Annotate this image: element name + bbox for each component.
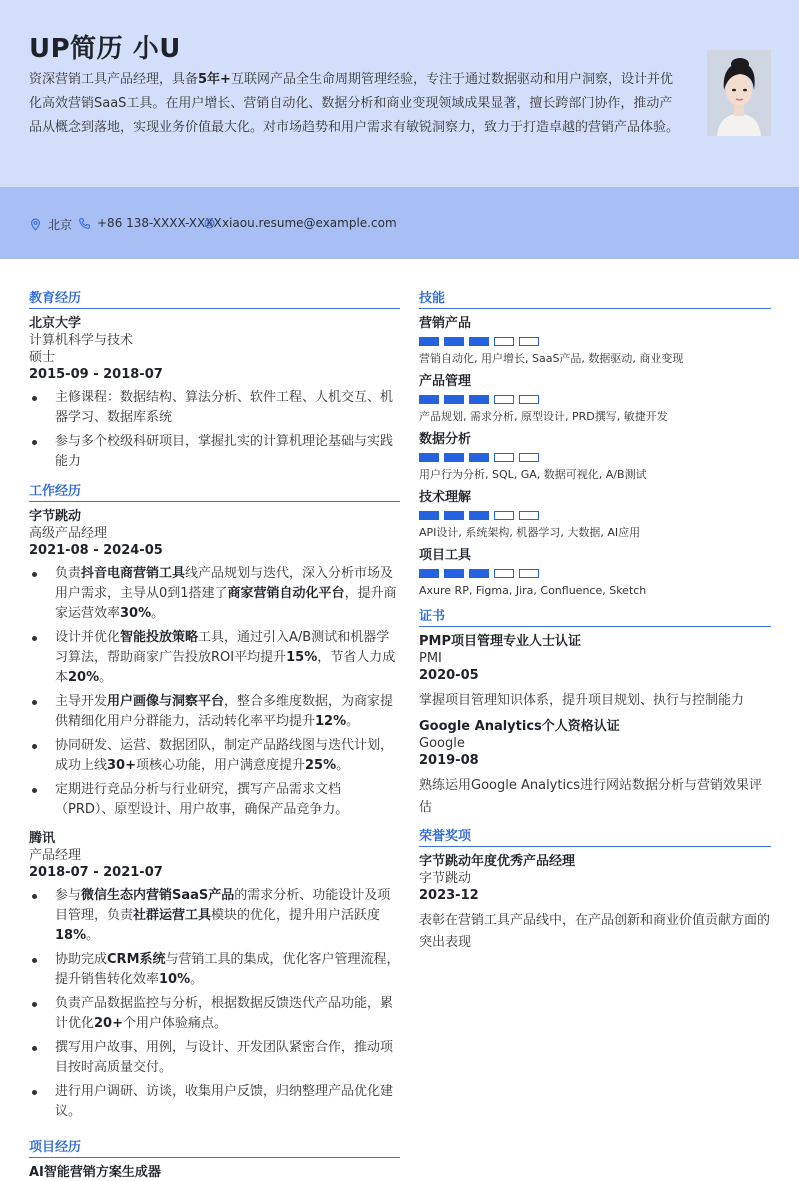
profile-photo — [707, 50, 771, 136]
skill-item — [419, 547, 771, 599]
bullet-item: 协助完成CRM系统与营销工具的集成，优化客户管理流程，提升销售转化效率10%。 — [29, 950, 400, 990]
skill-level-meter — [419, 511, 771, 520]
company-name: 腾讯 — [29, 831, 56, 846]
skill-level-block — [469, 569, 489, 578]
skill-level-meter — [419, 569, 771, 578]
certificate-issuer: Google — [419, 736, 465, 751]
work-section — [29, 480, 400, 1122]
skill-level-block — [519, 511, 539, 520]
profile-summary: 资深营销工具产品经理，具备5年+互联网产品全生命周期管理经验，专注于通过数据驱动和用户洞察，设计并优化高效营销SaaS工具。在用户增长、营销自动化、数据分析和商业变现领域成果显著，擅长跨部门协作，推动产品从概念到落地，实现业务价值最大化。对市场趋势和用户需求有敏锐洞察力，致力于打造卓越的营销产品体验。 — [29, 72, 680, 135]
work-item — [29, 508, 400, 820]
skill-level-block — [469, 453, 489, 462]
skill-level-block — [444, 569, 464, 578]
work-item — [29, 830, 400, 1122]
bullet-item: 主导开发用户画像与洞察平台，整合多维度数据，为商家提供精细化用户分群能力，活动转化率平均提升12%。 — [29, 692, 400, 732]
bullet-item: 负责产品数据监控与分析，根据数据反馈迭代产品功能，累计优化20+个用户体验痛点。 — [29, 994, 400, 1034]
email-link[interactable]: xiaou.resume@example.com — [222, 216, 397, 230]
skill-level-block — [494, 395, 514, 404]
project-name: AI智能营销方案生成器 — [29, 1165, 161, 1180]
certificate-name: PMP项目管理专业人士认证 — [419, 634, 581, 649]
section-title-education: 教育经历 — [29, 287, 400, 309]
skill-name: 项目工具 — [419, 548, 472, 563]
skill-name: 产品管理 — [419, 374, 472, 389]
skill-level-block — [444, 453, 464, 462]
certificate-description: 掌握项目管理知识体系，提升项目规划、执行与控制能力 — [419, 693, 745, 708]
skill-level-meter — [419, 453, 771, 462]
degree: 硕士 — [29, 350, 56, 365]
award-name: 字节跳动年度优秀产品经理 — [419, 854, 576, 869]
skill-level-block — [444, 337, 464, 346]
skill-level-block — [494, 569, 514, 578]
contact-location — [29, 216, 72, 233]
skill-keywords: API设计, 系统架构, 机器学习, 大数据, AI应用 — [419, 526, 641, 539]
award-date: 2023-12 — [419, 888, 479, 903]
award-item — [419, 853, 771, 954]
certificate-item — [419, 633, 771, 712]
certificate-name: Google Analytics个人资格认证 — [419, 719, 620, 734]
job-title: 高级产品经理 — [29, 526, 108, 541]
bullet-item: 协同研发、运营、数据团队，制定产品路线图与迭代计划，成功上线30+项核心功能，用户满意度提升25%。 — [29, 736, 400, 776]
skill-level-block — [444, 511, 464, 520]
skill-level-block — [519, 453, 539, 462]
work-bullets — [29, 564, 400, 820]
skill-level-block — [494, 511, 514, 520]
section-title-work: 工作经历 — [29, 480, 400, 502]
skill-level-block — [494, 337, 514, 346]
award-issuer: 字节跳动 — [419, 871, 472, 886]
work-date: 2021-08 - 2024-05 — [29, 543, 163, 558]
skill-keywords: 营销自动化, 用户增长, SaaS产品, 数据驱动, 商业变现 — [419, 352, 684, 365]
skill-level-meter — [419, 337, 771, 346]
skill-level-block — [419, 337, 439, 346]
location-pin-icon — [29, 218, 42, 231]
portrait-image-icon — [707, 50, 771, 136]
skill-level-block — [419, 395, 439, 404]
left-column — [29, 287, 400, 1181]
certificate-item — [419, 718, 771, 819]
skill-level-block — [519, 337, 539, 346]
award-description: 表彰在营销工具产品线中，在产品创新和商业价值贡献方面的突出表现 — [419, 913, 771, 950]
job-title: 产品经理 — [29, 848, 82, 863]
skill-item — [419, 431, 771, 483]
work-bullets — [29, 886, 400, 1122]
bullet-item: 负责抖音电商营销工具线产品规划与迭代，深入分析市场及用户需求，主导从0到1搭建了商家营销自动化平台，提升商家运营效率30%。 — [29, 564, 400, 624]
location-text: 北京 — [48, 218, 73, 232]
skill-level-block — [469, 337, 489, 346]
skills-list — [419, 315, 771, 599]
section-title-skills: 技能 — [419, 287, 771, 309]
work-date: 2018-07 - 2021-07 — [29, 865, 163, 880]
bullet-item: 定期进行竞品分析与行业研究，撰写产品需求文档（PRD）、原型设计、用户故事，确保产品竞争力。 — [29, 780, 400, 820]
skill-level-block — [519, 395, 539, 404]
section-title-projects: 项目经历 — [29, 1136, 400, 1158]
skill-level-block — [469, 395, 489, 404]
skill-item — [419, 373, 771, 425]
at-sign-icon — [203, 217, 216, 230]
skill-level-block — [419, 511, 439, 520]
skill-level-block — [494, 453, 514, 462]
bullet-item: 设计并优化智能投放策略工具，通过引入A/B测试和机器学习算法，帮助商家广告投放ROI平均提升15%，节省人力成本20%。 — [29, 628, 400, 688]
contact-email — [203, 216, 397, 230]
major: 计算机科学与技术 — [29, 333, 134, 348]
education-date: 2015-09 - 2018-07 — [29, 367, 163, 382]
school-name: 北京大学 — [29, 316, 82, 331]
skill-level-block — [469, 511, 489, 520]
contact-phone — [78, 216, 222, 230]
bullet-item: 主修课程：数据结构、算法分析、软件工程、人机交互、机器学习、数据库系统 — [29, 388, 400, 428]
skill-level-block — [419, 453, 439, 462]
skill-name: 数据分析 — [419, 432, 472, 447]
skill-name: 技术理解 — [419, 490, 472, 505]
candidate-name: UP简历 小U — [29, 34, 181, 64]
certificate-date: 2019-08 — [419, 753, 479, 768]
awards-section — [419, 825, 771, 954]
certificate-date: 2020-05 — [419, 668, 479, 683]
right-column — [419, 287, 771, 960]
bullet-item: 撰写用户故事、用例，与设计、开发团队紧密合作，推动项目按时高质量交付。 — [29, 1038, 400, 1078]
certificates-section — [419, 605, 771, 819]
bullet-item: 参与微信生态内营销SaaS产品的需求分析、功能设计及项目管理，负责社群运营工具模块的优化，提升用户活跃度18%。 — [29, 886, 400, 946]
phone-icon — [78, 217, 91, 230]
skill-level-block — [419, 569, 439, 578]
skill-keywords: Axure RP, Figma, Jira, Confluence, Sketch — [419, 584, 647, 597]
bullet-item: 参与多个校级科研项目，掌握扎实的计算机理论基础与实践能力 — [29, 432, 400, 472]
education-item — [29, 315, 400, 472]
projects-section — [29, 1136, 400, 1181]
skill-keywords: 产品规划, 需求分析, 原型设计, PRD撰写, 敏捷开发 — [419, 410, 668, 423]
section-title-awards: 荣誉奖项 — [419, 825, 771, 847]
skill-keywords: 用户行为分析, SQL, GA, 数据可视化, A/B测试 — [419, 468, 647, 481]
resume-header — [0, 0, 799, 187]
skill-item — [419, 489, 771, 541]
skill-item — [419, 315, 771, 367]
certificate-description: 熟练运用Google Analytics进行网站数据分析与营销效果评估 — [419, 778, 763, 815]
bullet-item: 进行用户调研、访谈，收集用户反馈，归纳整理产品优化建议。 — [29, 1082, 400, 1122]
skill-name: 营销产品 — [419, 316, 472, 331]
skill-level-meter — [419, 395, 771, 404]
skills-section — [419, 287, 771, 599]
section-title-certificates: 证书 — [419, 605, 771, 627]
company-name: 字节跳动 — [29, 509, 82, 524]
education-bullets — [29, 388, 400, 472]
education-section — [29, 287, 400, 472]
skill-level-block — [519, 569, 539, 578]
certificate-issuer: PMI — [419, 651, 442, 666]
skill-level-block — [444, 395, 464, 404]
phone-text[interactable]: +86 138-XXXX-XXXX — [97, 216, 222, 230]
